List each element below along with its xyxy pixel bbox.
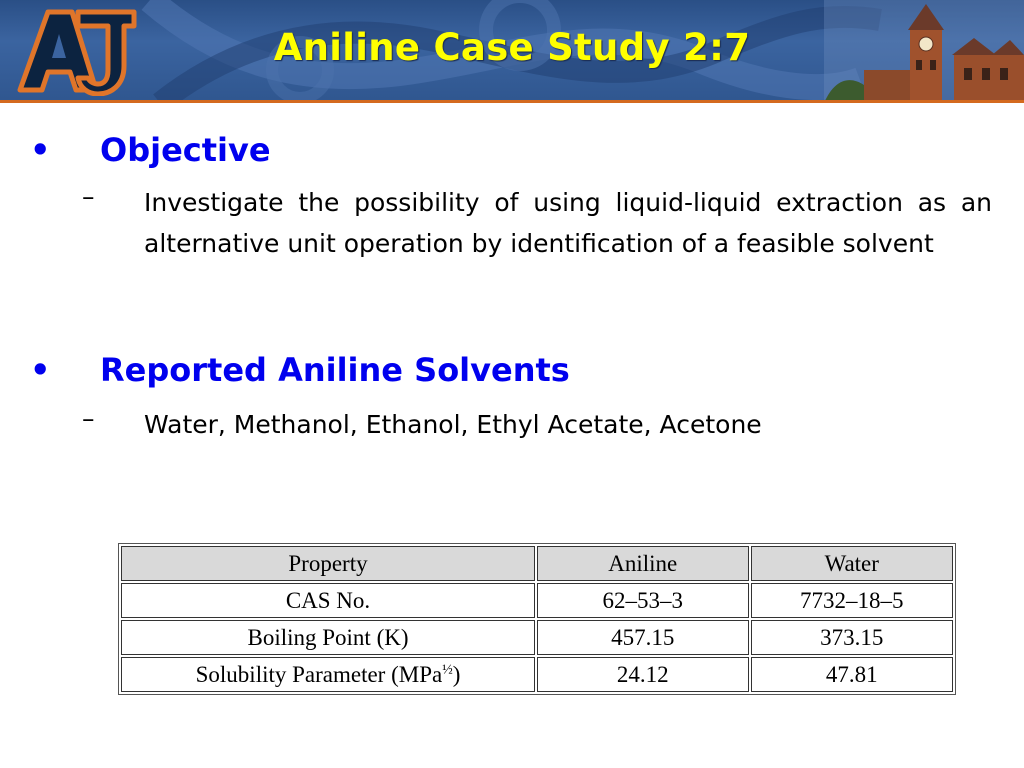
slide-title: Aniline Case Study 2:7 <box>273 26 751 69</box>
banner-accent-line <box>0 100 1024 103</box>
solubility-close: ) <box>452 661 461 687</box>
clock-tower-image <box>824 0 1024 103</box>
table-header-row <box>121 546 953 581</box>
dash-glyph: – <box>82 182 95 211</box>
header-aniline: Aniline <box>537 546 749 581</box>
solubility-exponent: ½ <box>442 661 453 677</box>
table-row <box>121 657 953 692</box>
bullet-glyph: • <box>30 351 51 389</box>
cell-water: 47.81 <box>751 657 954 692</box>
table-row <box>121 583 953 618</box>
header-water: Water <box>751 546 954 581</box>
bullet-glyph: • <box>30 131 51 169</box>
sub-item-text: Investigate the possibility of using liquid-liquid extraction as an alternative unit operation by identification of a feasible solvent <box>144 188 992 258</box>
solubility-label: Solubility Parameter (MPa <box>195 661 443 687</box>
header-property: Property <box>121 546 535 581</box>
bullet-label: Reported Aniline Solvents <box>100 351 570 389</box>
cell-property: Boiling Point (K) <box>121 620 535 655</box>
dash-glyph: – <box>82 404 95 433</box>
properties-table-grid <box>119 544 955 694</box>
cell-property <box>121 657 535 692</box>
sub-item-text: Water, Methanol, Ethanol, Ethyl Acetate, Acetone <box>144 410 762 439</box>
table-row <box>121 620 953 655</box>
cell-water: 373.15 <box>751 620 954 655</box>
cell-water: 7732–18–5 <box>751 583 954 618</box>
header-banner <box>0 0 1024 103</box>
cell-aniline: 24.12 <box>537 657 749 692</box>
properties-table <box>118 543 956 695</box>
cell-aniline: 62–53–3 <box>537 583 749 618</box>
cell-property: CAS No. <box>121 583 535 618</box>
cell-aniline: 457.15 <box>537 620 749 655</box>
bullet-label: Objective <box>100 131 271 169</box>
